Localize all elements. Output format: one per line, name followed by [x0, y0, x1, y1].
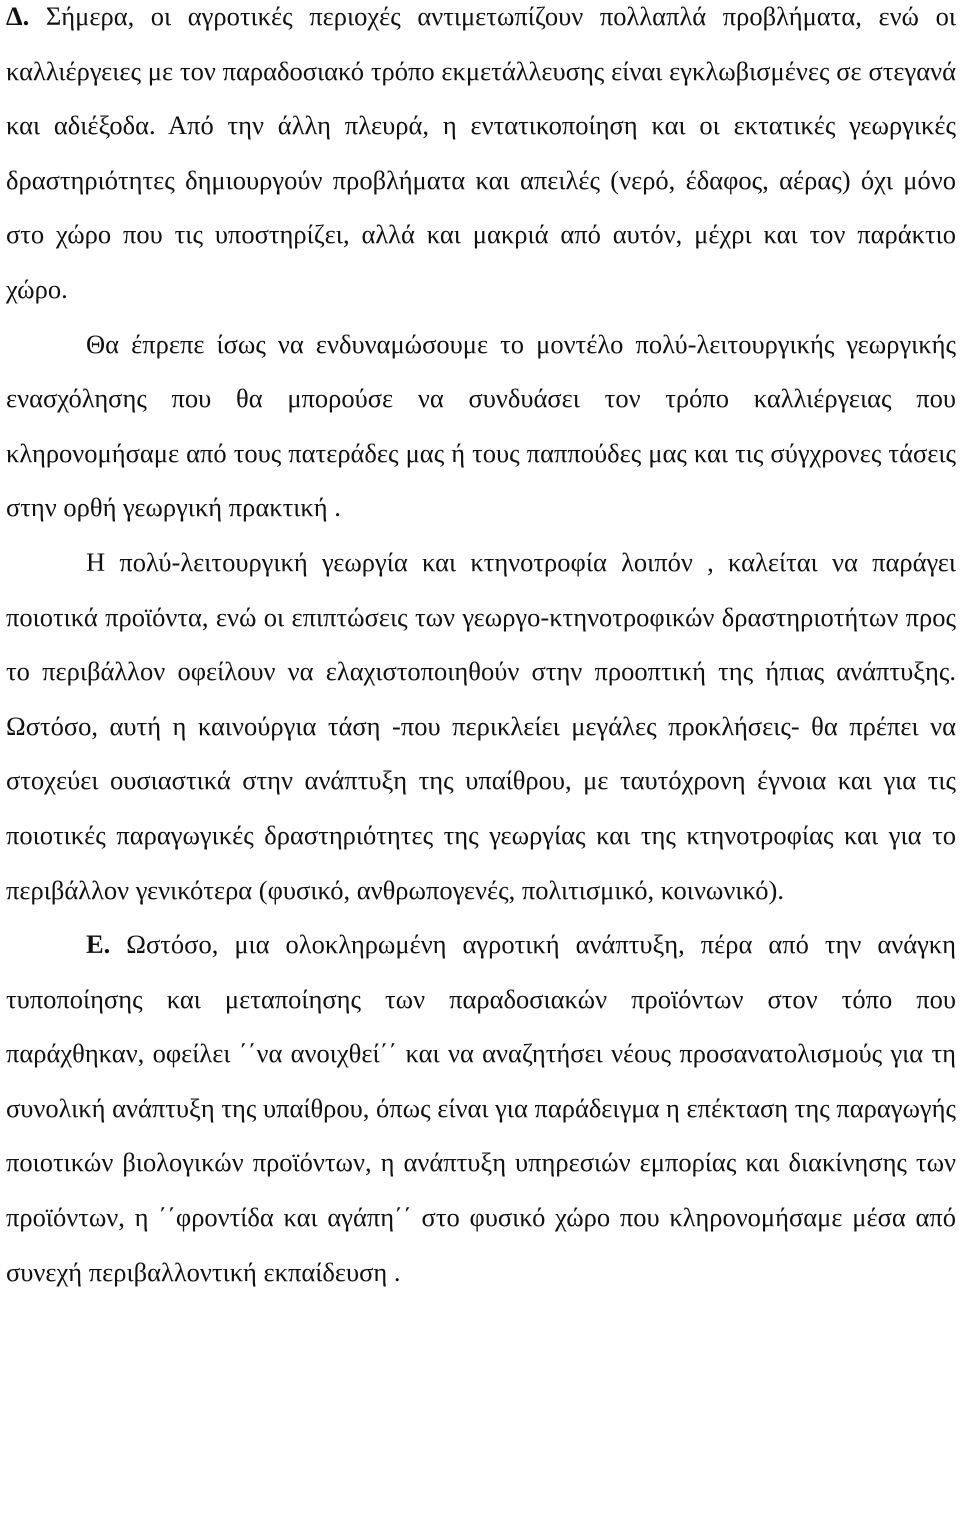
paragraph-multifunctional-model: Θα έπρεπε ίσως να ενδυναμώσουμε το μοντέλο πολύ-λειτουργικής γεωργικής ενασχόλησης που θα μπορούσε να συνδυάσει τον τρόπο καλλιέργειας που κληρονομήσαμε από τους πατεράδες μας ή τους παππούδες μας και τις σύγχρονες τάσεις στην ορθή γεωργική πρακτική . — [6, 328, 956, 523]
paragraph-delta-text: Σήμερα, οι αγροτικές περιοχές αντιμετωπίζουν πολλαπλά προβλήματα, ενώ οι καλλιέργειες με τον παραδοσιακό τρόπο εκμετάλλευσης είναι εγκλωβισμένες σε στεγανά και αδιέξοδα. Από την άλλη πλευρά, η εντατικοποίηση και οι εκτατικές γεωργικές δραστηριότητες δημιουργούν προβλήματα και απειλές (νερό, έδαφος, αέρας) όχι μόνο στο χώρο που τις υποστηρίζει, αλλά και μακριά από αυτόν, μέχρι και τον παράκτιο χώρο. — [6, 1, 956, 304]
paragraph-multifunctional-agriculture: Η πολύ-λειτουργική γεωργία και κτηνοτροφία λοιπόν , καλείται να παράγει ποιοτικά προϊόντα, ενώ οι επιπτώσεις των γεωργο-κτηνοτροφικών δραστηριοτήτων προς το περιβάλλον οφείλουν να ελαχιστοποιηθούν στην προοπτική της ήπιας ανάπτυξης. Ωστόσο, αυτή η καινούργια τάση -που περικλείει μεγάλες προκλήσεις- θα πρέπει να στοχεύει ουσιαστικά στην ανάπτυξη της υπαίθρου, με ταυτόχρονη έγνοια και για τις ποιοτικές παραγωγικές δραστηριότητες της γεωργίας και της κτηνοτροφίας και για το περιβάλλον γενικότερα (φυσικό, ανθρωπογενές, πολιτισμικό, κοινωνικό). — [6, 546, 956, 905]
paragraph-epsilon-text: Ωστόσο, μια ολοκληρωμένη αγροτική ανάπτυξη, πέρα από την ανάγκη τυποποίησης και μεταποίησης των παραδοσιακών προϊόντων στον τόπο που παράχθηκαν, οφείλει ΄΄να ανοιχθεί΄΄ και να αναζητήσει νέους προσανατολισμούς για τη συνολική ανάπτυξη της υπαίθρου, όπως είναι για παράδειγμα η επέκταση της παραγωγής ποιοτικών βιολογικών προϊόντων, η ανάπτυξη υπηρεσιών εμπορίας και διακίνησης των προϊόντων, η ΄΄φροντίδα και αγάπη΄΄ στο φυσικό χώρο που κληρονομήσαμε μέσα από συνεχή περιβαλλοντική εκπαίδευση . — [6, 929, 956, 1287]
paragraph-epsilon — [6, 917, 956, 1299]
section-marker-delta: Δ. — [6, 1, 30, 31]
section-marker-epsilon: Ε. — [86, 929, 111, 960]
document-page — [6, 0, 956, 1299]
paragraph-delta — [6, 0, 956, 317]
